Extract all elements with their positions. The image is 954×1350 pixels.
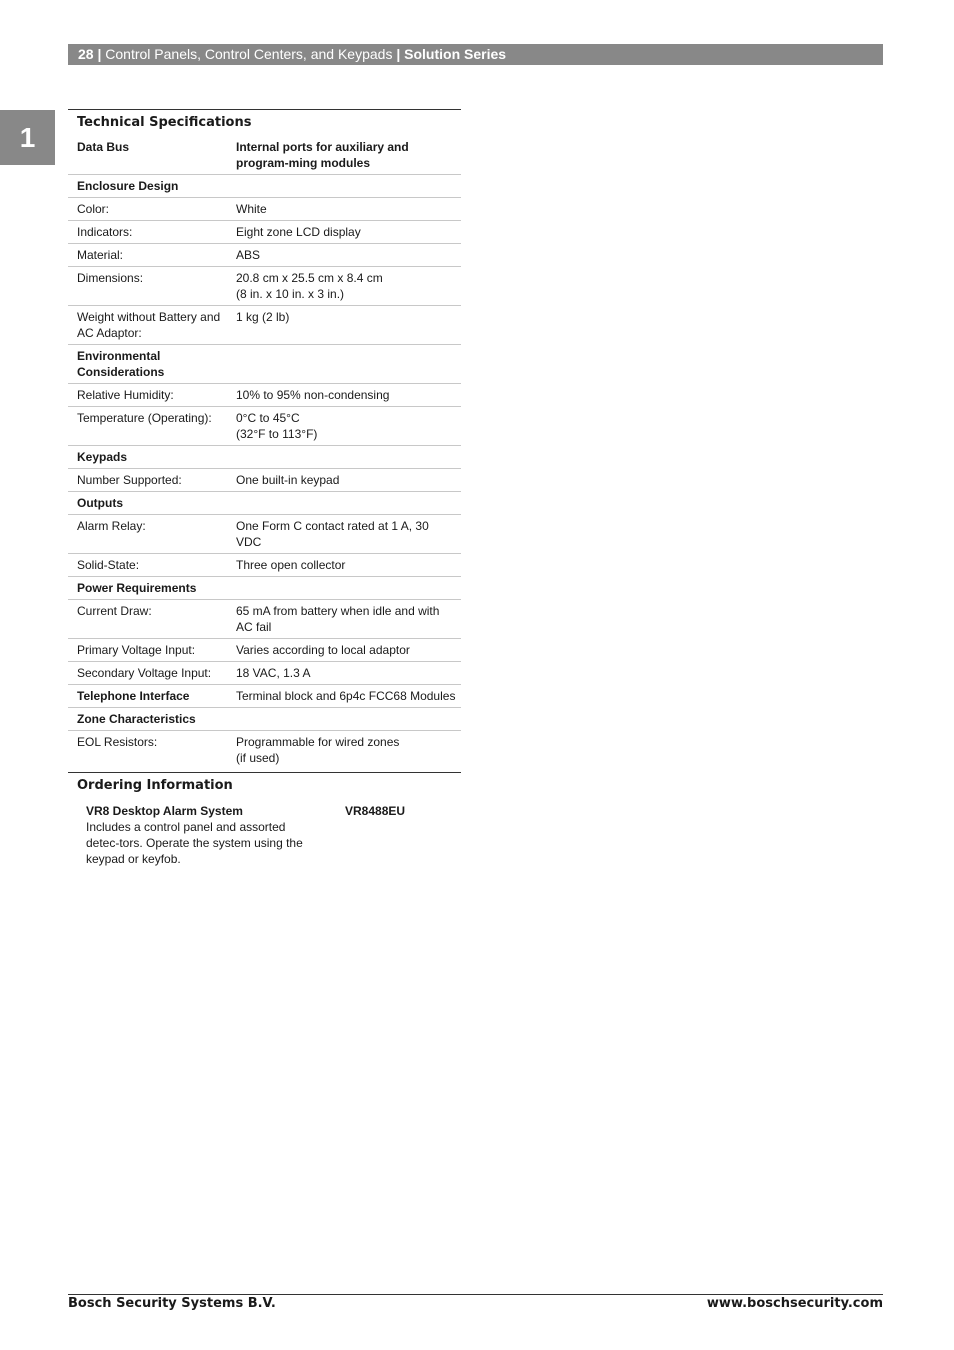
spec-label: EOL Resistors: <box>77 735 158 749</box>
spec-label: Enclosure Design <box>68 175 232 198</box>
spec-label: Dimensions: <box>68 267 232 306</box>
spec-value: 10% to 95% non-condensing <box>232 384 461 407</box>
spec-value: White <box>232 198 461 221</box>
spec-row <box>68 662 461 685</box>
order-item-description: Includes a control panel and assorted detec-tors. Operate the system using the keypad or keyfob. <box>86 820 303 866</box>
order-item-code: VR8488EU <box>345 804 406 818</box>
spec-value: One built-in keypad <box>232 469 461 492</box>
order-item <box>68 799 461 867</box>
spec-row <box>68 306 461 345</box>
spec-label: Data Bus <box>68 136 232 175</box>
technical-specifications-section <box>68 109 461 769</box>
spec-value: Varies according to local adaptor <box>232 639 461 662</box>
spec-label: Material: <box>68 244 232 267</box>
spec-row <box>68 492 461 515</box>
spec-row <box>68 345 461 384</box>
footer-website: www.boschsecurity.com <box>706 1296 883 1311</box>
spec-value: 20.8 cm x 25.5 cm x 8.4 cm (8 in. x 10 in. x 3 in.) <box>232 267 461 306</box>
spec-row <box>68 221 461 244</box>
spec-row <box>68 198 461 221</box>
header-section: Control Panels, Control Centers, and Keypads <box>105 46 393 62</box>
spec-value: Three open collector <box>232 554 461 577</box>
spec-label: Indicators: <box>68 221 232 244</box>
spec-value <box>232 446 461 469</box>
spec-row <box>68 407 461 446</box>
header-series: Solution Series <box>404 46 507 62</box>
footer-company: Bosch Security Systems B.V. <box>68 1296 276 1311</box>
spec-value: ABS <box>232 244 461 267</box>
spec-value: 1 kg (2 lb) <box>232 306 461 345</box>
spec-label: Color: <box>68 198 232 221</box>
section-title: Technical Specifications <box>77 115 252 130</box>
spec-label: Telephone Interface <box>68 685 232 708</box>
spec-value: Terminal block and 6p4c FCC68 Modules <box>232 685 461 708</box>
spec-label: Environmental Considerations <box>68 345 232 384</box>
spec-label: Number Supported: <box>68 469 232 492</box>
footer-rule <box>68 1294 883 1295</box>
spec-value: Programmable for wired zones (if used) <box>236 735 400 765</box>
spec-row <box>68 384 461 407</box>
page-number: 28 <box>78 46 94 62</box>
spec-value: 0°C to 45°C (32°F to 113°F) <box>232 407 461 446</box>
spec-value: Eight zone LCD display <box>232 221 461 244</box>
spec-row <box>68 244 461 267</box>
spec-row <box>68 515 461 554</box>
spec-label: Zone Characteristics <box>68 708 232 731</box>
spec-row <box>68 175 461 198</box>
spec-row <box>68 639 461 662</box>
spec-row <box>68 685 461 708</box>
spec-value: One Form C contact rated at 1 A, 30 VDC <box>232 515 461 554</box>
spec-label: Alarm Relay: <box>68 515 232 554</box>
order-item-name: VR8 Desktop Alarm System <box>86 804 243 818</box>
spec-label: Temperature (Operating): <box>68 407 232 446</box>
chapter-tab: 1 <box>0 110 55 165</box>
header-separator-2: | <box>396 46 401 62</box>
page-header <box>68 44 883 65</box>
spec-label: Current Draw: <box>68 600 232 639</box>
spec-row <box>68 469 461 492</box>
spec-row <box>68 136 461 175</box>
spec-value: 65 mA from battery when idle and with AC fail <box>232 600 461 639</box>
header-separator: | <box>97 46 102 62</box>
spec-value <box>232 345 461 384</box>
section-title: Ordering Information <box>77 778 233 793</box>
spec-row <box>68 600 461 639</box>
spec-value: Internal ports for auxiliary and program-ming modules <box>232 136 461 175</box>
spec-row <box>68 708 461 731</box>
spec-value <box>232 577 461 600</box>
spec-value <box>232 708 461 731</box>
spec-label: Relative Humidity: <box>68 384 232 407</box>
spec-label: Weight without Battery and AC Adaptor: <box>68 306 232 345</box>
spec-row <box>68 554 461 577</box>
spec-row <box>68 446 461 469</box>
spec-row <box>68 577 461 600</box>
spec-label: Primary Voltage Input: <box>68 639 232 662</box>
spec-value <box>232 175 461 198</box>
spec-label: Keypads <box>68 446 232 469</box>
spec-label: Outputs <box>68 492 232 515</box>
spec-label: Secondary Voltage Input: <box>68 662 232 685</box>
spec-value: 18 VAC, 1.3 A <box>232 662 461 685</box>
spec-value <box>232 492 461 515</box>
spec-label: Power Requirements <box>68 577 232 600</box>
spec-row <box>68 267 461 306</box>
ordering-information-section <box>68 772 461 867</box>
spec-row <box>68 731 461 770</box>
spec-table <box>68 136 461 769</box>
spec-label: Solid-State: <box>68 554 232 577</box>
